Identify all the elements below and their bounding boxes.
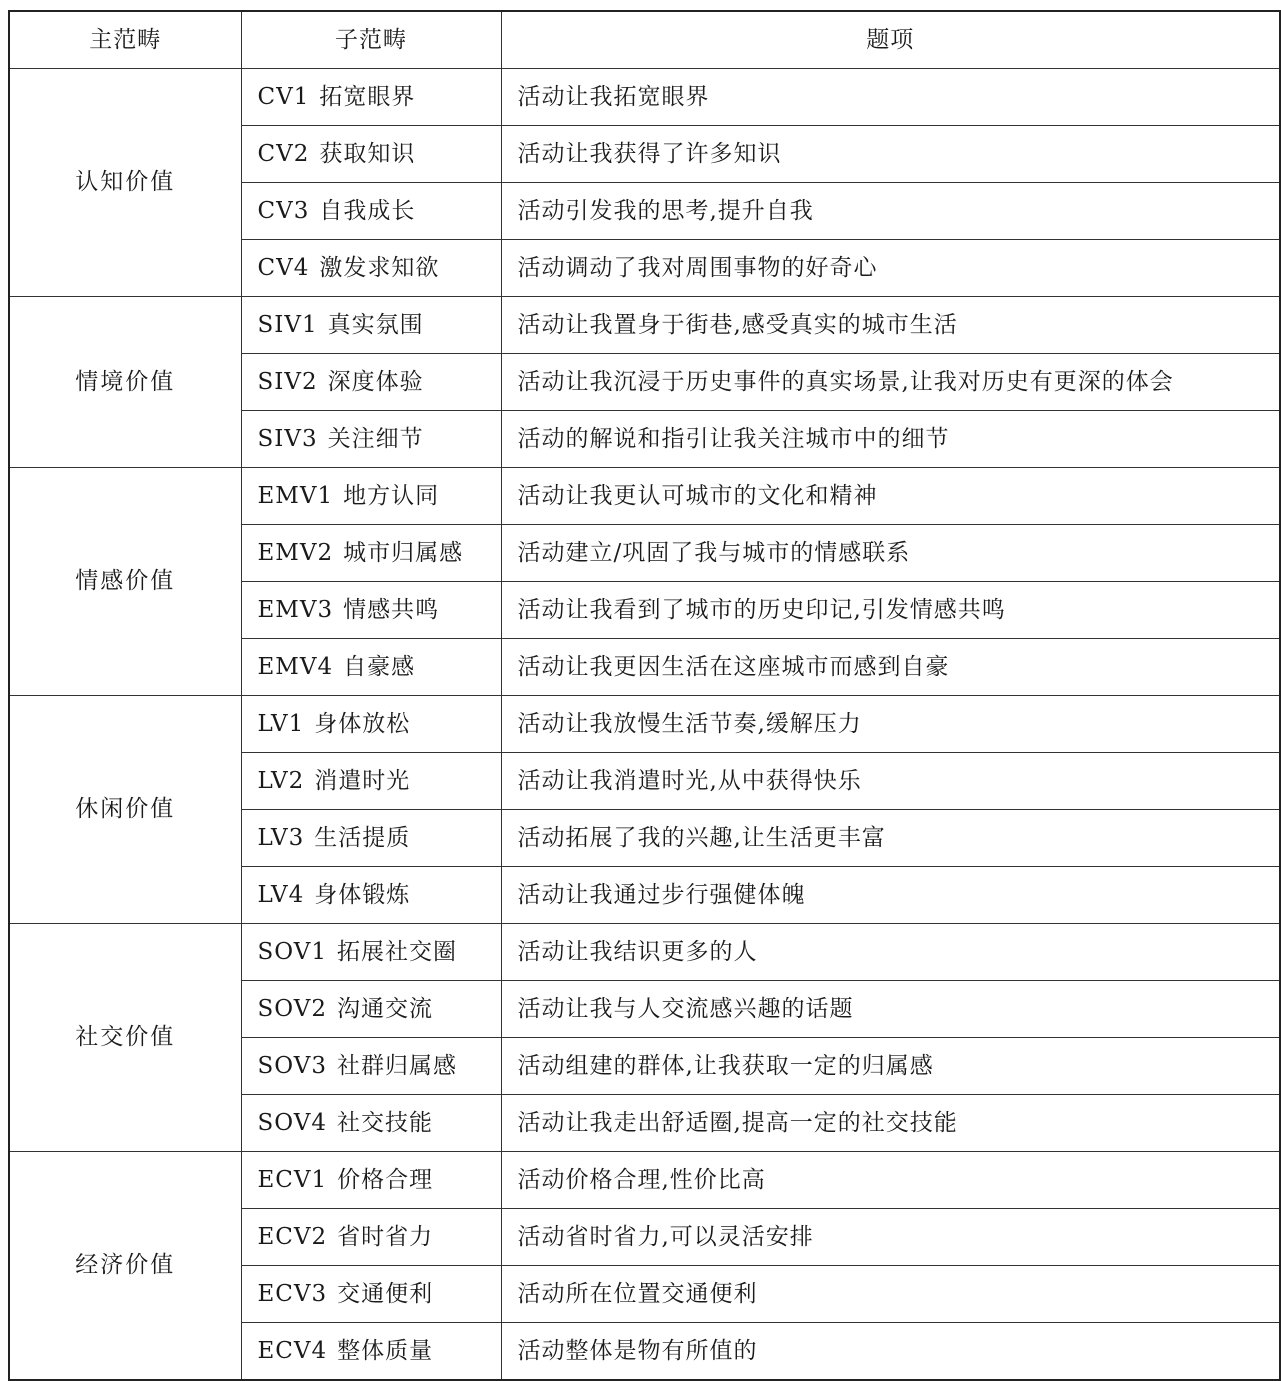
- sub-category-label: 获取知识: [319, 140, 416, 167]
- sub-category-code: SIV2: [257, 368, 318, 395]
- sub-category-label: 拓展社交圈: [336, 938, 457, 965]
- header-row: [9, 11, 1280, 69]
- sub-category-label: 拓宽眼界: [319, 83, 416, 110]
- sub-category-cell: [241, 525, 501, 582]
- item-cell: 活动整体是物有所值的: [501, 1323, 1280, 1381]
- item-cell: 活动让我走出舒适圈,提高一定的社交技能: [501, 1095, 1280, 1152]
- sub-category-label: 沟通交流: [336, 995, 433, 1022]
- sub-category-cell: [241, 1038, 501, 1095]
- sub-category-code: EMV2: [257, 539, 334, 566]
- sub-category-cell: [241, 867, 501, 924]
- item-cell: 活动让我放慢生活节奏,缓解压力: [501, 696, 1280, 753]
- item-cell: 活动让我获得了许多知识: [501, 126, 1280, 183]
- item-cell: 活动让我结识更多的人: [501, 924, 1280, 981]
- sub-category-code: LV1: [257, 710, 305, 737]
- item-cell: 活动省时省力,可以灵活安排: [501, 1209, 1280, 1266]
- sub-category-cell: [241, 1152, 501, 1209]
- sub-category-label: 城市归属感: [343, 539, 464, 566]
- item-cell: 活动让我通过步行强健体魄: [501, 867, 1280, 924]
- sub-category-cell: [241, 183, 501, 240]
- header-sub-category: 子范畴: [241, 11, 501, 69]
- sub-category-label: 激发求知欲: [319, 254, 440, 281]
- table-row: [9, 468, 1280, 525]
- sub-category-label: 交通便利: [337, 1280, 434, 1307]
- item-cell: 活动所在位置交通便利: [501, 1266, 1280, 1323]
- item-cell: 活动引发我的思考,提升自我: [501, 183, 1280, 240]
- item-cell: 活动让我拓宽眼界: [501, 69, 1280, 126]
- sub-category-cell: [241, 468, 501, 525]
- sub-category-code: LV4: [257, 881, 305, 908]
- sub-category-label: 自我成长: [319, 197, 416, 224]
- value-dimension-table: [8, 10, 1281, 1381]
- sub-category-label: 社群归属感: [336, 1052, 457, 1079]
- item-cell: 活动的解说和指引让我关注城市中的细节: [501, 411, 1280, 468]
- sub-category-label: 深度体验: [327, 368, 424, 395]
- sub-category-code: SIV1: [257, 311, 318, 338]
- sub-category-code: SOV4: [257, 1109, 327, 1136]
- table-row: [9, 69, 1280, 126]
- sub-category-code: ECV1: [257, 1166, 328, 1193]
- sub-category-cell: [241, 1266, 501, 1323]
- sub-category-cell: [241, 924, 501, 981]
- sub-category-cell: [241, 411, 501, 468]
- sub-category-code: CV2: [257, 140, 310, 167]
- sub-category-code: ECV4: [257, 1337, 328, 1364]
- sub-category-cell: [241, 582, 501, 639]
- item-cell: 活动让我更认可城市的文化和精神: [501, 468, 1280, 525]
- sub-category-cell: [241, 354, 501, 411]
- sub-category-cell: [241, 1323, 501, 1381]
- table-container: [8, 10, 1279, 1381]
- main-category-cell: 社交价值: [9, 924, 241, 1152]
- sub-category-code: CV4: [257, 254, 310, 281]
- sub-category-label: 身体锻炼: [314, 881, 411, 908]
- sub-category-label: 整体质量: [337, 1337, 434, 1364]
- main-category-cell: 情境价值: [9, 297, 241, 468]
- sub-category-code: ECV3: [257, 1280, 328, 1307]
- sub-category-label: 自豪感: [343, 653, 416, 680]
- sub-category-cell: [241, 639, 501, 696]
- main-category-cell: 情感价值: [9, 468, 241, 696]
- sub-category-cell: [241, 1095, 501, 1152]
- sub-category-cell: [241, 126, 501, 183]
- sub-category-label: 情感共鸣: [343, 596, 440, 623]
- sub-category-code: SOV2: [257, 995, 327, 1022]
- sub-category-cell: [241, 240, 501, 297]
- sub-category-label: 社交技能: [336, 1109, 433, 1136]
- sub-category-label: 省时省力: [337, 1223, 434, 1250]
- item-cell: 活动价格合理,性价比高: [501, 1152, 1280, 1209]
- sub-category-cell: [241, 696, 501, 753]
- sub-category-cell: [241, 753, 501, 810]
- sub-category-code: EMV3: [257, 596, 334, 623]
- header-item: 题项: [501, 11, 1280, 69]
- sub-category-cell: [241, 810, 501, 867]
- item-cell: 活动让我更因生活在这座城市而感到自豪: [501, 639, 1280, 696]
- sub-category-cell: [241, 297, 501, 354]
- item-cell: 活动让我置身于街巷,感受真实的城市生活: [501, 297, 1280, 354]
- table-row: [9, 1152, 1280, 1209]
- sub-category-cell: [241, 1209, 501, 1266]
- sub-category-label: 生活提质: [314, 824, 411, 851]
- sub-category-code: SIV3: [257, 425, 318, 452]
- item-cell: 活动组建的群体,让我获取一定的归属感: [501, 1038, 1280, 1095]
- sub-category-label: 关注细节: [327, 425, 424, 452]
- sub-category-code: EMV1: [257, 482, 334, 509]
- item-cell: 活动让我与人交流感兴趣的话题: [501, 981, 1280, 1038]
- sub-category-cell: [241, 69, 501, 126]
- main-category-cell: 经济价值: [9, 1152, 241, 1381]
- sub-category-code: CV3: [257, 197, 310, 224]
- main-category-cell: 认知价值: [9, 69, 241, 297]
- sub-category-label: 地方认同: [343, 482, 440, 509]
- header-main-category: 主范畴: [9, 11, 241, 69]
- sub-category-label: 价格合理: [337, 1166, 434, 1193]
- table-row: [9, 696, 1280, 753]
- sub-category-cell: [241, 981, 501, 1038]
- sub-category-label: 消遣时光: [314, 767, 411, 794]
- sub-category-code: SOV1: [257, 938, 327, 965]
- sub-category-code: CV1: [257, 83, 310, 110]
- sub-category-label: 身体放松: [314, 710, 411, 737]
- table-body: [9, 69, 1280, 1381]
- item-cell: 活动让我看到了城市的历史印记,引发情感共鸣: [501, 582, 1280, 639]
- sub-category-code: ECV2: [257, 1223, 328, 1250]
- sub-category-code: SOV3: [257, 1052, 327, 1079]
- main-category-cell: 休闲价值: [9, 696, 241, 924]
- item-cell: 活动让我沉浸于历史事件的真实场景,让我对历史有更深的体会: [501, 354, 1280, 411]
- sub-category-code: EMV4: [257, 653, 334, 680]
- item-cell: 活动调动了我对周围事物的好奇心: [501, 240, 1280, 297]
- sub-category-label: 真实氛围: [327, 311, 424, 338]
- item-cell: 活动拓展了我的兴趣,让生活更丰富: [501, 810, 1280, 867]
- sub-category-code: LV3: [257, 824, 305, 851]
- table-row: [9, 924, 1280, 981]
- sub-category-code: LV2: [257, 767, 305, 794]
- item-cell: 活动让我消遣时光,从中获得快乐: [501, 753, 1280, 810]
- item-cell: 活动建立/巩固了我与城市的情感联系: [501, 525, 1280, 582]
- table-row: [9, 297, 1280, 354]
